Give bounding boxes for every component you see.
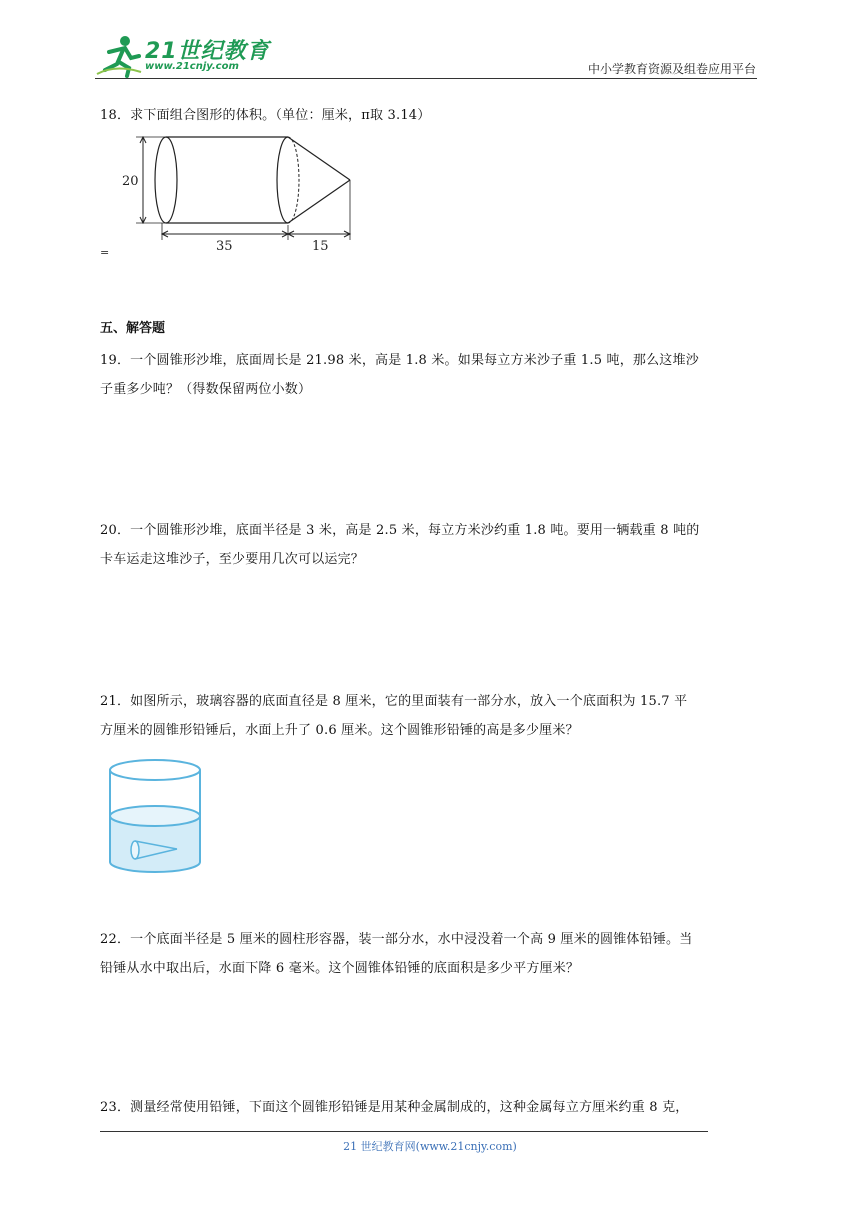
q18-cylinder-length-label: 35 (216, 239, 233, 254)
question-22-text (100, 925, 760, 983)
question-20-line-1: 20．一个圆锥形沙堆，底面半径是 3 米，高是 2.5 米，每立方米沙约重 1.8 吨。要用一辆载重 8 吨的 (100, 523, 700, 538)
q18-answer-mark: = (100, 246, 110, 259)
header-tagline: 中小学教育资源及组卷应用平台 (587, 62, 756, 76)
site-logo (95, 32, 270, 80)
logo-url-text: www.21cnjy.com (145, 61, 239, 72)
question-20-text (100, 516, 760, 574)
q18-height-label: 20 (122, 174, 139, 189)
question-22-line-2: 铅锤从水中取出后，水面下降 6 毫米。这个圆锥体铅锤的底面积是多少平方厘米？ (100, 961, 580, 976)
question-21-text (100, 687, 760, 745)
question-22-line-1: 22．一个底面半径是 5 厘米的圆柱形容器，装一部分水，水中浸没着一个高 9 厘米的圆锥体铅锤。当 (100, 932, 693, 947)
question-20-line-2: 卡车运走这堆沙子，至少要用几次可以运完？ (100, 552, 365, 567)
question-23-text: 23．测量经常使用铅锤，下面这个圆锥形铅锤是用某种金属制成的，这种金属每立方厘米约重 8 克， (100, 1100, 689, 1115)
q18-cone-length-label: 15 (312, 239, 329, 254)
logo-brand-text: 21世纪教育 (145, 39, 270, 64)
question-18-text: 18．求下面组合图形的体积。（单位：厘米，π取 3.14） (100, 108, 431, 123)
runner-logo-icon (95, 34, 143, 78)
q21-glass-container-figure (104, 758, 206, 874)
footer-divider (100, 1131, 708, 1132)
header-divider (95, 78, 757, 79)
question-19-line-2: 子重多少吨？（得数保留两位小数） (100, 382, 312, 397)
question-21-line-2: 方厘米的圆锥形铅锤后，水面上升了 0.6 厘米。这个圆锥形铅锤的高是多少厘米？ (100, 723, 579, 738)
footer-text: 21 世纪教育网(www.21cnjy.com) (343, 1140, 517, 1153)
question-21-line-1: 21．如图所示，玻璃容器的底面直径是 8 厘米，它的里面装有一部分水，放入一个底面积为 15.7 平 (100, 694, 688, 709)
question-19-line-1: 19．一个圆锥形沙堆，底面周长是 21.98 米，高是 1.8 米。如果每立方米沙子重 1.5 吨，那么这堆沙 (100, 353, 699, 368)
question-19-text (100, 346, 760, 404)
section-heading: 五、解答题 (100, 321, 166, 336)
q18-composite-figure (118, 130, 363, 255)
